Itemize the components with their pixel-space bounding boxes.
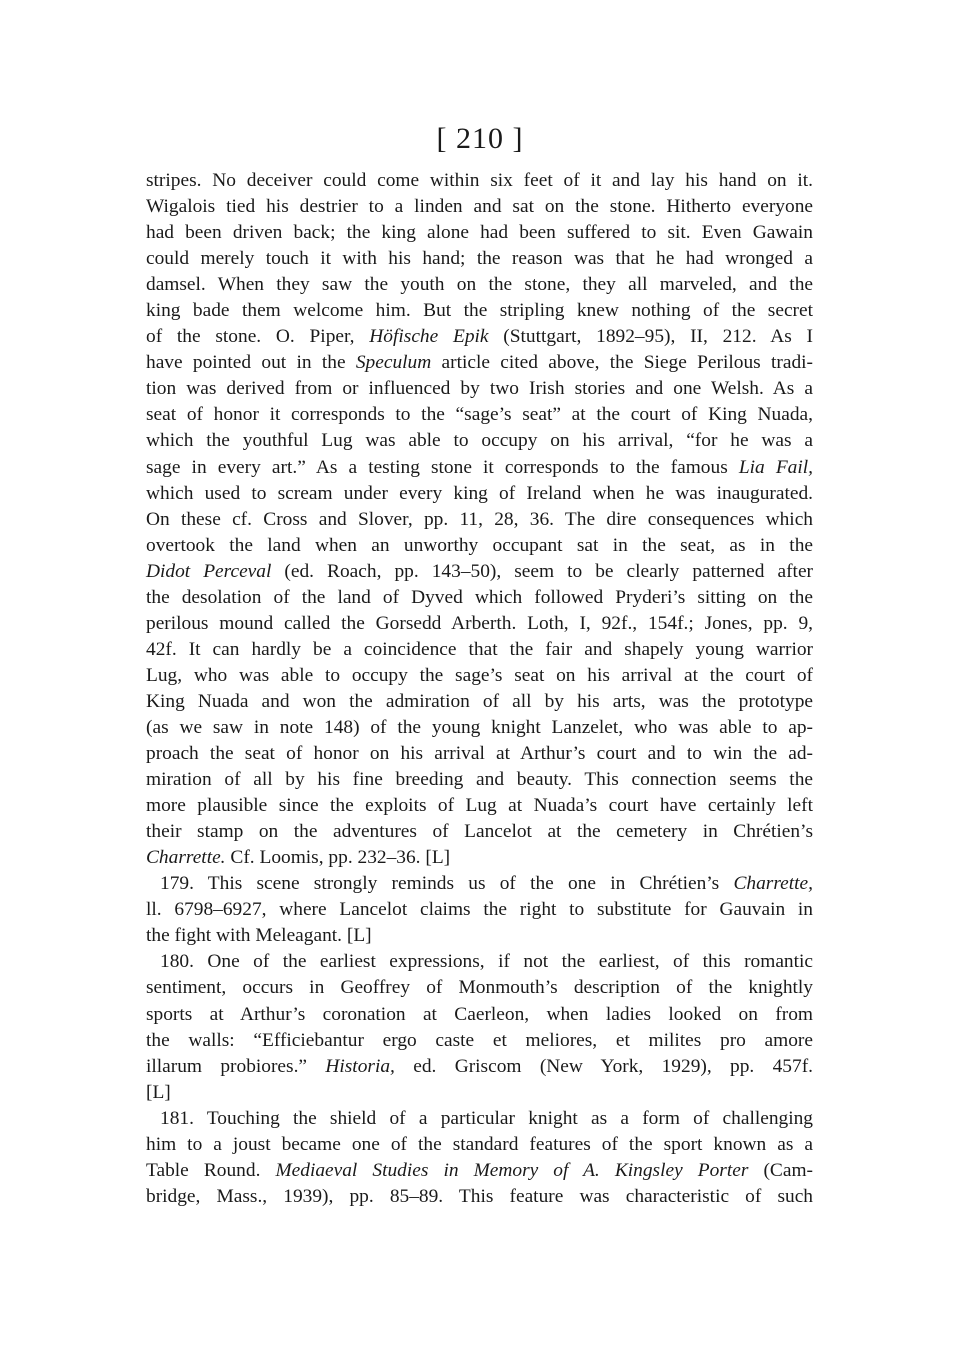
text-run: miration of all by his fine breeding and beauty. This connection seems the <box>146 769 813 791</box>
text-line <box>146 949 813 975</box>
italic-title: Speculum <box>355 352 432 374</box>
text-run: (as we saw in note 148) of the young knight Lanzelet, who was able to ap- <box>146 716 813 738</box>
text-run: tion was derived from or influenced by two Irish stories and one Welsh. As a <box>146 378 813 400</box>
italic-title: Historia, <box>325 1055 395 1077</box>
text-line <box>146 1054 813 1080</box>
text-line <box>146 402 813 428</box>
text-line <box>146 220 813 246</box>
text-line <box>146 1158 813 1184</box>
text-run: (Stuttgart, 1892–95), II, 212. As I <box>488 326 814 348</box>
text-run: King Nuada and won the admiration of all by his arts, was the prototype <box>146 690 813 712</box>
text-line <box>146 1184 813 1210</box>
text-run: sage in every art.” As a testing stone it corresponds to the famous <box>146 456 739 478</box>
text-run: 180. One of the earliest expressions, if not the earliest, of this romantic <box>160 951 813 973</box>
text-run: the desolation of the land of Dyved which followed Pryderi’s sitting on the <box>146 586 813 608</box>
text-line <box>146 871 813 897</box>
text-line <box>146 246 813 272</box>
text-run: On these cf. Cross and Slover, pp. 11, 28, 36. The dire consequences which <box>146 508 813 530</box>
text-run: the fight with Meleagant. [L] <box>146 925 372 947</box>
text-line <box>146 1080 813 1106</box>
text-line <box>146 559 813 585</box>
text-run: 181. Touching the shield of a particular knight as a form of challenging <box>160 1107 813 1129</box>
text-run: could merely touch it with his hand; the reason was that he had wronged a <box>146 248 813 270</box>
text-run: 42f. It can hardly be a coincidence that the fair and shapely young warrior <box>146 638 813 660</box>
text-line <box>146 1106 813 1132</box>
text-run: the walls: “Efficiebantur ergo caste et meliores, et milites pro amore <box>146 1029 813 1051</box>
italic-title: Lia Fail, <box>738 456 813 478</box>
text-line <box>146 611 813 637</box>
italic-title: Charrette. <box>146 847 226 869</box>
body-text <box>146 168 813 1210</box>
text-line <box>146 585 813 611</box>
italic-title: Höfische Epik <box>369 326 489 348</box>
text-line <box>146 1132 813 1158</box>
text-run: which used to scream under every king of Ireland when he was inaugurated. <box>146 482 813 504</box>
text-line <box>146 194 813 220</box>
text-line <box>146 975 813 1001</box>
text-line <box>146 923 813 949</box>
text-line <box>146 689 813 715</box>
text-run: (ed. Roach, pp. 143–50), seem to be clearly patterned after <box>271 560 814 582</box>
text-run: bridge, Mass., 1939), pp. 85–89. This feature was characteristic of such <box>146 1185 813 1207</box>
italic-title: Mediaeval Studies in Memory of A. Kingsley Porter <box>275 1159 749 1181</box>
text-run: king bade them welcome him. But the stripling knew nothing of the secret <box>146 300 813 322</box>
text-line <box>146 637 813 663</box>
text-run: him to a joust became one of the standard features of the sport known as a <box>146 1133 813 1155</box>
text-run: of the stone. O. Piper, <box>146 326 370 348</box>
text-line <box>146 376 813 402</box>
text-line <box>146 272 813 298</box>
text-run: damsel. When they saw the youth on the stone, they all marveled, and the <box>146 274 813 296</box>
text-run: Table Round. <box>146 1159 276 1181</box>
text-line <box>146 897 813 923</box>
text-line <box>146 533 813 559</box>
text-line <box>146 428 813 454</box>
italic-title: Didot Perceval <box>146 560 272 582</box>
text-run: (Cam- <box>748 1159 813 1181</box>
text-run: sentiment, occurs in Geoffrey of Monmouth’s description of the knightly <box>146 977 813 999</box>
text-line <box>146 168 813 194</box>
text-run: sports at Arthur’s coronation at Caerleon, when ladies looked on from <box>146 1003 813 1025</box>
text-line <box>146 819 813 845</box>
text-line <box>146 715 813 741</box>
text-run: ll. 6798–6927, where Lancelot claims the right to substitute for Gauvain in <box>146 899 813 921</box>
text-run: stripes. No deceiver could come within six feet of it and lay his hand on it. <box>146 170 813 191</box>
text-line <box>146 845 813 871</box>
text-run: seat of honor it corresponds to the “sage’s seat” at the court of King Nuada, <box>146 404 813 426</box>
text-run: article cited above, the Siege Perilous tradi- <box>431 352 813 374</box>
text-line <box>146 507 813 533</box>
italic-title: Charrette, <box>733 873 813 895</box>
text-run: Cf. Loomis, pp. 232–36. [L] <box>225 847 451 869</box>
text-run: which the youthful Lug was able to occupy on his arrival, “for he was a <box>146 430 813 452</box>
text-run: ed. Griscom (New York, 1929), pp. 457f. <box>394 1055 813 1077</box>
text-line <box>146 663 813 689</box>
text-line <box>146 455 813 481</box>
text-line <box>146 481 813 507</box>
text-line <box>146 1002 813 1028</box>
text-run: perilous mound called the Gorsedd Arberth. Loth, I, 92f., 154f.; Jones, pp. 9, <box>146 612 813 634</box>
text-run: Wigalois tied his destrier to a linden and sat on the stone. Hitherto everyone <box>146 196 813 218</box>
text-line <box>146 1028 813 1054</box>
text-run: 179. This scene strongly reminds us of the one in Chrétien’s <box>160 873 734 895</box>
text-line <box>146 767 813 793</box>
text-run: their stamp on the adventures of Lancelot at the cemetery in Chrétien’s <box>146 821 813 843</box>
text-run: Lug, who was able to occupy the sage’s seat on his arrival at the court of <box>146 664 813 686</box>
text-line <box>146 350 813 376</box>
text-run: have pointed out in the <box>146 352 356 374</box>
text-line <box>146 793 813 819</box>
text-run: more plausible since the exploits of Lug at Nuada’s court have certainly left <box>146 795 813 817</box>
text-run: illarum probiores.” <box>146 1055 326 1077</box>
text-run: proach the seat of honor on his arrival at Arthur’s court and to win the ad- <box>146 743 813 765</box>
text-run: [L] <box>146 1081 171 1103</box>
text-run: had been driven back; the king alone had been suffered to sit. Even Gawain <box>146 222 813 244</box>
text-line <box>146 741 813 767</box>
text-line <box>146 298 813 324</box>
page-number: [ 210 ] <box>436 122 524 155</box>
text-run: overtook the land when an unworthy occupant sat in the seat, as in the <box>146 534 813 556</box>
text-line <box>146 324 813 350</box>
